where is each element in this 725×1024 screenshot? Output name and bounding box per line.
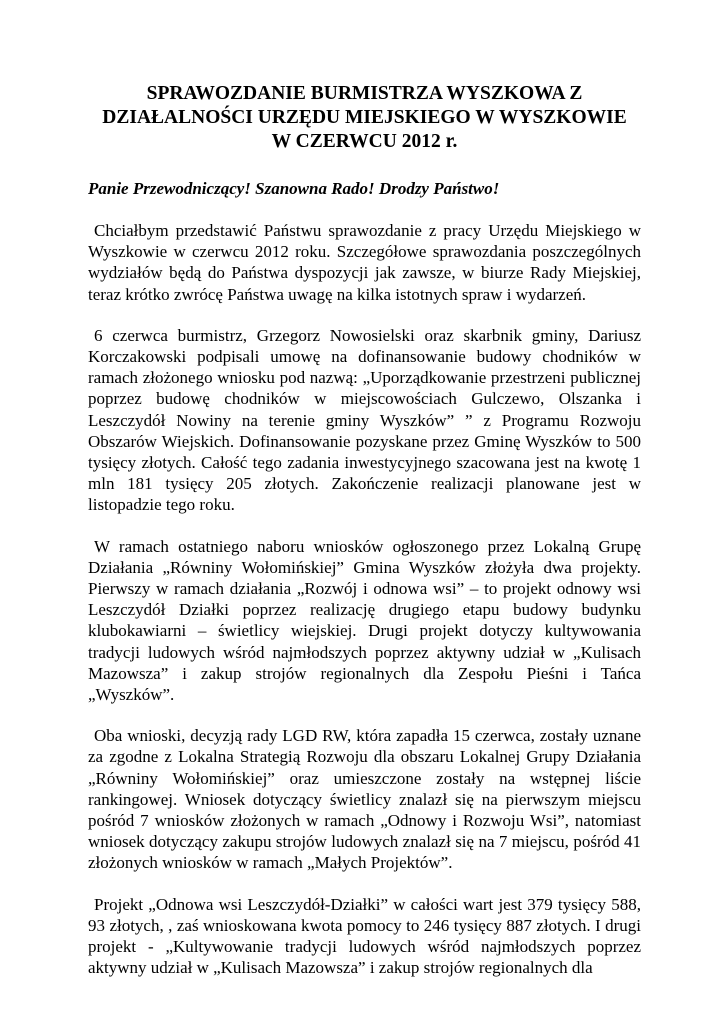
salutation: Panie Przewodniczący! Szanowna Rado! Drodzy Państwo! (88, 179, 500, 198)
title-line-3: W CZERWCU 2012 r. (271, 131, 458, 152)
title-line-1: SPRAWOZDANIE BURMISTRZA WYSZKOWA Z (146, 83, 583, 104)
title-line-2: DZIAŁALNOŚCI URZĘDU MIEJSKIEGO W WYSZKOWIE (102, 107, 627, 128)
document-title (88, 82, 641, 154)
paragraph-project-costs: Projekt „Odnowa wsi Leszczydół-Działki” w całości wart jest 379 tysięcy 588, 93 złotych, , zaś wnioskowana kwota pomocy to 246 tysięcy 887 złotych. I drugi projekt - „Kultywowanie tradycji ludowych wśród najmłodszych poprzez aktywny udział w „Kulisach Mazowsza” i zakup strojów regionalnych dla (88, 894, 641, 978)
paragraph-lgd-projects: W ramach ostatniego naboru wniosków ogłoszonego przez Lokalną Grupę Działania „Równiny Wołomińskiej” Gmina Wyszków złożyła dwa projekty. Pierwszy w ramach działania „Rozwój i odnowa wsi” – to projekt odnowy wsi Leszczydół Działki poprzez realizację drugiego etapu budowy budynku klubokawiarni – świetlicy wiejskiej. Drugi projekt dotyczy kultywowania tradycji ludowych wśród najmłodszych poprzez aktywny udział w „Kulisach Mazowsza” i zakup strojów regionalnych dla Zespołu Pieśni i Tańca „Wyszków”. (88, 536, 641, 705)
paragraph-sidewalk-funding: 6 czerwca burmistrz, Grzegorz Nowosielski oraz skarbnik gminy, Dariusz Korczakowski podpisali umowę na dofinansowanie budowy chodników w ramach złożonego wniosku pod nazwą: „Uporządkowanie przestrzeni publicznej poprzez budowę chodników w miejscowościach Gulczewo, Olszanka i Leszczydół Nowiny na terenie gminy Wyszków” ” z Programu Rozwoju Obszarów Wiejskich. Dofinansowanie pozyskane przez Gminę Wyszków to 500 tysięcy złotych. Całość tego zadania inwestycyjnego szacowana jest na kwotę 1 mln 181 tysięcy 205 złotych. Zakończenie realizacji planowane jest w listopadzie tego roku. (88, 325, 641, 515)
paragraph-intro: Chciałbym przedstawić Państwu sprawozdanie z pracy Urzędu Miejskiego w Wyszkowie w czerwcu 2012 roku. Szczegółowe sprawozdania poszczególnych wydziałów będą do Państwa dyspozycji jak zawsze, w biurze Rady Miejskiej, teraz krótko zwrócę Państwa uwagę na kilka istotnych spraw i wydarzeń. (88, 221, 641, 304)
document-page (88, 82, 641, 979)
paragraph-ranking: Oba wnioski, decyzją rady LGD RW, która zapadła 15 czerwca, zostały uznane za zgodne z Lokalna Strategią Rozwoju dla obszaru Lokalnej Grupy Działania „Równiny Wołomińskiej” oraz umieszczone zostały na wstępnej liście rankingowej. Wniosek dotyczący świetlicy znalazł się na pierwszym miejscu pośród 7 wniosków złożonych w ramach „Odnowy i Rozwoju Wsi”, natomiast wniosek dotyczący zakupu strojów ludowych znalazł się na 7 miejscu, pośród 41 złożonych wniosków w ramach „Małych Projektów”. (88, 726, 641, 873)
